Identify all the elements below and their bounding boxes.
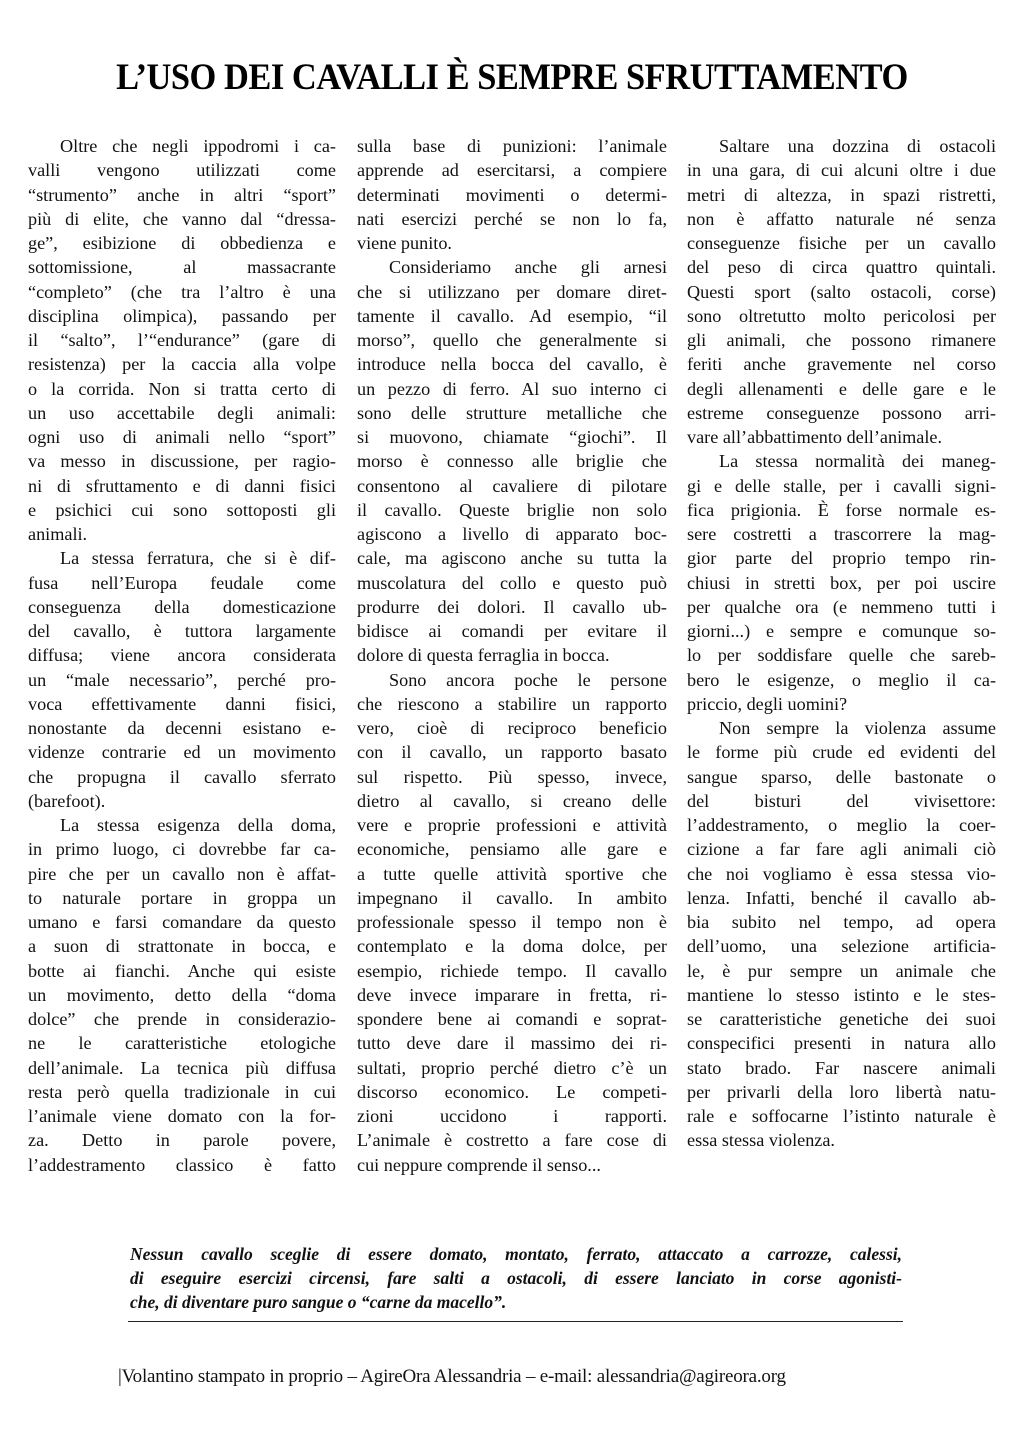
text-line: essa stessa violenza. <box>687 1130 835 1151</box>
text-line: sulla base di punizioni: l’animale <box>357 136 667 156</box>
text-line: resta però quella tradizionale in cui <box>28 1081 336 1102</box>
text-line: lenza. Infatti, benché il cavallo ab- <box>687 887 996 908</box>
text-line: conseguenze fisiche per un cavallo <box>687 233 996 253</box>
text-line: Oltre che negli ippodromi i ca- <box>60 136 336 156</box>
text-line: spondere bene ai comandi e soprat- <box>357 1009 667 1029</box>
text-line: fica prigionia. È forse normale es- <box>687 499 996 520</box>
text-line: La stessa esigenza della doma, <box>60 815 336 835</box>
text-line: che riescono a stabilire un rapporto <box>357 693 667 714</box>
text-line: gi e delle stalle, per i cavalli signi- <box>687 475 996 496</box>
text-line: vero, cioè di reciproco beneficio <box>357 718 667 738</box>
text-line: dietro al cavallo, si creano delle <box>357 790 667 811</box>
text-line: più di elite, che vanno dal “dressa- <box>28 208 336 229</box>
text-line: pire che per un cavallo non è affat- <box>28 863 336 884</box>
text-line: si muovono, chiamate “giochi”. Il <box>357 427 667 447</box>
text-line: sono oltretutto molto pericolosi per <box>687 305 996 326</box>
text-line: giorni...) e sempre e comunque so- <box>687 621 996 641</box>
text-line: za. Detto in parole povere, <box>28 1130 336 1151</box>
text-line: discorso economico. Le competi- <box>357 1081 667 1102</box>
text-line: vare all’abbattimento dell’animale. <box>687 427 943 447</box>
text-line: se caratteristiche genetiche dei suoi <box>687 1009 996 1029</box>
text-line: to naturale portare in groppa un <box>28 887 336 908</box>
text-line: rale e soffocarne l’istinto naturale è <box>687 1106 996 1126</box>
text-line: Questi sport (salto ostacoli, corse) <box>687 281 996 302</box>
text-line: il cavallo. Queste briglie non solo <box>357 499 667 520</box>
text-line: morso è connesso alle briglie che <box>357 451 667 472</box>
text-line: sultati, proprio perché dietro c’è un <box>357 1057 667 1078</box>
text-line: determinati movimenti o determi- <box>357 184 667 205</box>
text-line: ge”, esibizione di obbedienza e <box>28 233 336 253</box>
text-line: dolore di questa ferraglia in bocca. <box>357 645 610 666</box>
text-line: va messo in discussione, per ragio- <box>28 451 336 472</box>
text-line: sere costretti a trascorrere la mag- <box>687 524 996 544</box>
article-column-2 <box>357 134 667 1177</box>
text-line: L’animale è costretto a fare cose di <box>357 1130 667 1151</box>
text-line: feriti anche gravemente nel corso <box>687 354 996 375</box>
text-line: Consideriamo anche gli arnesi <box>389 257 667 278</box>
text-line: valli vengono utilizzati come <box>28 160 336 181</box>
text-line: muscolatura del collo e questo può <box>357 572 667 593</box>
quote-line: che, di diventare puro sangue o “carne da macello”. <box>130 1292 507 1312</box>
text-line: bia subito nel tempo, ad opera <box>687 912 996 932</box>
text-line: un “male necessario”, perché pro- <box>28 669 336 690</box>
text-line: le forme più crude ed evidenti del <box>687 742 996 763</box>
text-line: resistenza) per la caccia alla volpe <box>28 354 336 375</box>
text-line: contemplato e la doma dolce, per <box>357 936 667 957</box>
text-line: e psichici cui sono sottoposti gli <box>28 499 336 520</box>
text-line: ni di sfruttamento e di danni fisici <box>28 475 336 496</box>
text-line: con il cavallo, un rapporto basato <box>357 742 667 763</box>
text-line: La stessa ferratura, che si è dif- <box>60 548 336 569</box>
text-line: professionale spesso il tempo non è <box>357 912 667 932</box>
text-line: “completo” (che tra l’altro è una <box>28 281 336 302</box>
text-line: produrre dei dolori. Il cavallo ub- <box>357 596 667 617</box>
page-title: L’USO DEI CAVALLI È SEMPRE SFRUTTAMENTO <box>116 57 908 98</box>
text-line: deve invece imparare in fretta, ri- <box>357 984 667 1005</box>
text-line: disciplina olimpica), passando per <box>28 305 336 326</box>
text-line: ogni uso di animali nello “sport” <box>28 427 336 447</box>
text-line: economiche, pensiamo alle gare e <box>357 839 667 860</box>
text-line: botte ai fianchi. Anche qui esiste <box>28 960 336 981</box>
text-line: umano e farsi comandare da questo <box>28 912 336 932</box>
text-line: che si utilizzano per domare diret- <box>357 281 667 302</box>
text-line: in primo luogo, ci dovrebbe far ca- <box>28 839 336 860</box>
text-line: mantiene lo stesso istinto e le stes- <box>687 984 996 1005</box>
text-line: gli animali, che possono rimanere <box>687 330 996 350</box>
text-line: (barefoot). <box>28 790 106 811</box>
text-line: conspecifici presenti in natura allo <box>687 1033 996 1054</box>
text-line: che noi vogliamo è essa stessa vio- <box>687 863 996 884</box>
text-line: viene punito. <box>357 233 452 253</box>
text-line: nonostante da decenni esistano e- <box>28 718 336 738</box>
text-line: dell’animale. La tecnica più diffusa <box>28 1057 336 1078</box>
text-line: zioni uccidono i rapporti. <box>357 1106 667 1126</box>
text-line: diffusa; viene ancora considerata <box>28 645 336 666</box>
text-line: stato brado. Far nascere animali <box>687 1057 996 1078</box>
text-line: agiscono a livello di apparato boc- <box>357 524 667 544</box>
text-line: chiusi in stretti box, per poi uscire <box>687 572 996 593</box>
text-line: in una gara, di cui alcuni oltre i due <box>687 160 996 181</box>
text-line: l’addestramento classico è fatto <box>28 1154 336 1175</box>
text-line: per privarli della loro libertà natu- <box>687 1081 996 1102</box>
text-line: voca effettivamente danni fisici, <box>28 693 336 714</box>
text-line: esempio, richiede tempo. Il cavallo <box>357 960 667 981</box>
text-line: sottomissione, al massacrante <box>28 257 336 278</box>
text-line: consentono al cavaliere di pilotare <box>357 475 667 496</box>
text-line: estreme conseguenze possono arri- <box>687 402 996 423</box>
text-line: il “salto”, l’“endurance” (gare di <box>28 330 336 350</box>
text-line: ne le caratteristiche etologiche <box>28 1033 336 1054</box>
divider-rule <box>128 1321 903 1322</box>
footer-credits: |Volantino stampato in proprio – AgireOra Alessandria – e-mail: alessandria@agireora.org <box>118 1366 786 1387</box>
text-line: del peso di circa quattro quintali. <box>687 257 996 278</box>
text-line: o la corrida. Non si tratta certo di <box>28 378 336 399</box>
text-line: sul rispetto. Più spesso, invece, <box>357 766 667 787</box>
quote-line: Nessun cavallo sceglie di essere domato, montato, ferrato, attaccato a carrozze, calessi, <box>130 1244 902 1264</box>
text-line: che propugna il cavallo sferrato <box>28 766 336 787</box>
text-line: cale, ma agiscono anche su tutta la <box>357 548 667 569</box>
text-line: La stessa normalità dei maneg- <box>719 451 996 472</box>
text-line: degli allenamenti e delle gare e le <box>687 378 996 399</box>
text-line: cizione a far fare agli animali ciò <box>687 839 996 860</box>
text-line: del bisturi del vivisettore: <box>687 790 996 811</box>
text-line: l’addestramento, o meglio la coer- <box>687 815 996 835</box>
text-line: le, è pur sempre un animale che <box>687 960 996 981</box>
text-line: sono delle strutture metalliche che <box>357 402 667 423</box>
text-line: un uso accettabile degli animali: <box>28 402 336 423</box>
text-line: Non sempre la violenza assume <box>719 718 996 738</box>
text-line: vere e proprie professioni e attività <box>357 815 667 835</box>
text-line: sangue sparso, delle bastonate o <box>687 766 996 787</box>
text-line: impegnano il cavallo. In ambito <box>357 887 667 908</box>
text-line: bidisce ai comandi per evitare il <box>357 621 667 641</box>
text-line: a suon di strattonate in bocca, e <box>28 936 336 957</box>
text-line: Sono ancora poche le persone <box>389 669 667 690</box>
text-line: Saltare una dozzina di ostacoli <box>719 136 996 156</box>
text-line: per qualche ora (e nemmeno tutti i <box>687 596 996 617</box>
text-line: dell’uomo, una selezione artificia- <box>687 936 996 957</box>
text-line: bero le esigenze, o meglio il ca- <box>687 669 996 690</box>
text-line: tutto deve dare il massimo dei ri- <box>357 1033 667 1054</box>
text-line: non è affatto naturale né senza <box>687 208 996 229</box>
quote-line: di eseguire esercizi circensi, fare salti a ostacoli, di essere lanciato in corse agonisti- <box>130 1268 902 1288</box>
text-line: metri di altezza, in spazi ristretti, <box>687 184 996 205</box>
closing-quote <box>130 1242 902 1314</box>
text-line: “strumento” anche in altri “sport” <box>28 184 336 205</box>
text-line: introduce nella bocca del cavallo, è <box>357 354 667 375</box>
text-line: del cavallo, è tuttora largamente <box>28 621 336 641</box>
article-column-3 <box>687 134 996 1153</box>
text-line: videnze contrarie ed un movimento <box>28 742 336 763</box>
text-line: dolce” che prende in considerazio- <box>28 1009 336 1029</box>
text-line: un movimento, detto della “doma <box>28 984 336 1005</box>
text-line: cui neppure comprende il senso... <box>357 1154 601 1175</box>
text-line: a tutte quelle attività sportive che <box>357 863 667 884</box>
text-line: priccio, degli uomini? <box>687 693 848 714</box>
text-line: conseguenza della domesticazione <box>28 596 336 617</box>
text-line: apprende ad esercitarsi, a compiere <box>357 160 667 181</box>
text-line: fusa nell’Europa feudale come <box>28 572 336 593</box>
text-line: gior parte del proprio tempo rin- <box>687 548 996 569</box>
text-line: lo per soddisfare quelle che sareb- <box>687 645 996 666</box>
text-line: morso”, quello che generalmente si <box>357 330 667 350</box>
text-line: animali. <box>28 524 88 544</box>
text-line: l’animale viene domato con la for- <box>28 1106 336 1126</box>
article-column-1 <box>28 134 336 1177</box>
text-line: un pezzo di ferro. Al suo interno ci <box>357 378 667 399</box>
text-line: tamente il cavallo. Ad esempio, “il <box>357 305 667 326</box>
text-line: nati esercizi perché se non lo fa, <box>357 208 667 229</box>
